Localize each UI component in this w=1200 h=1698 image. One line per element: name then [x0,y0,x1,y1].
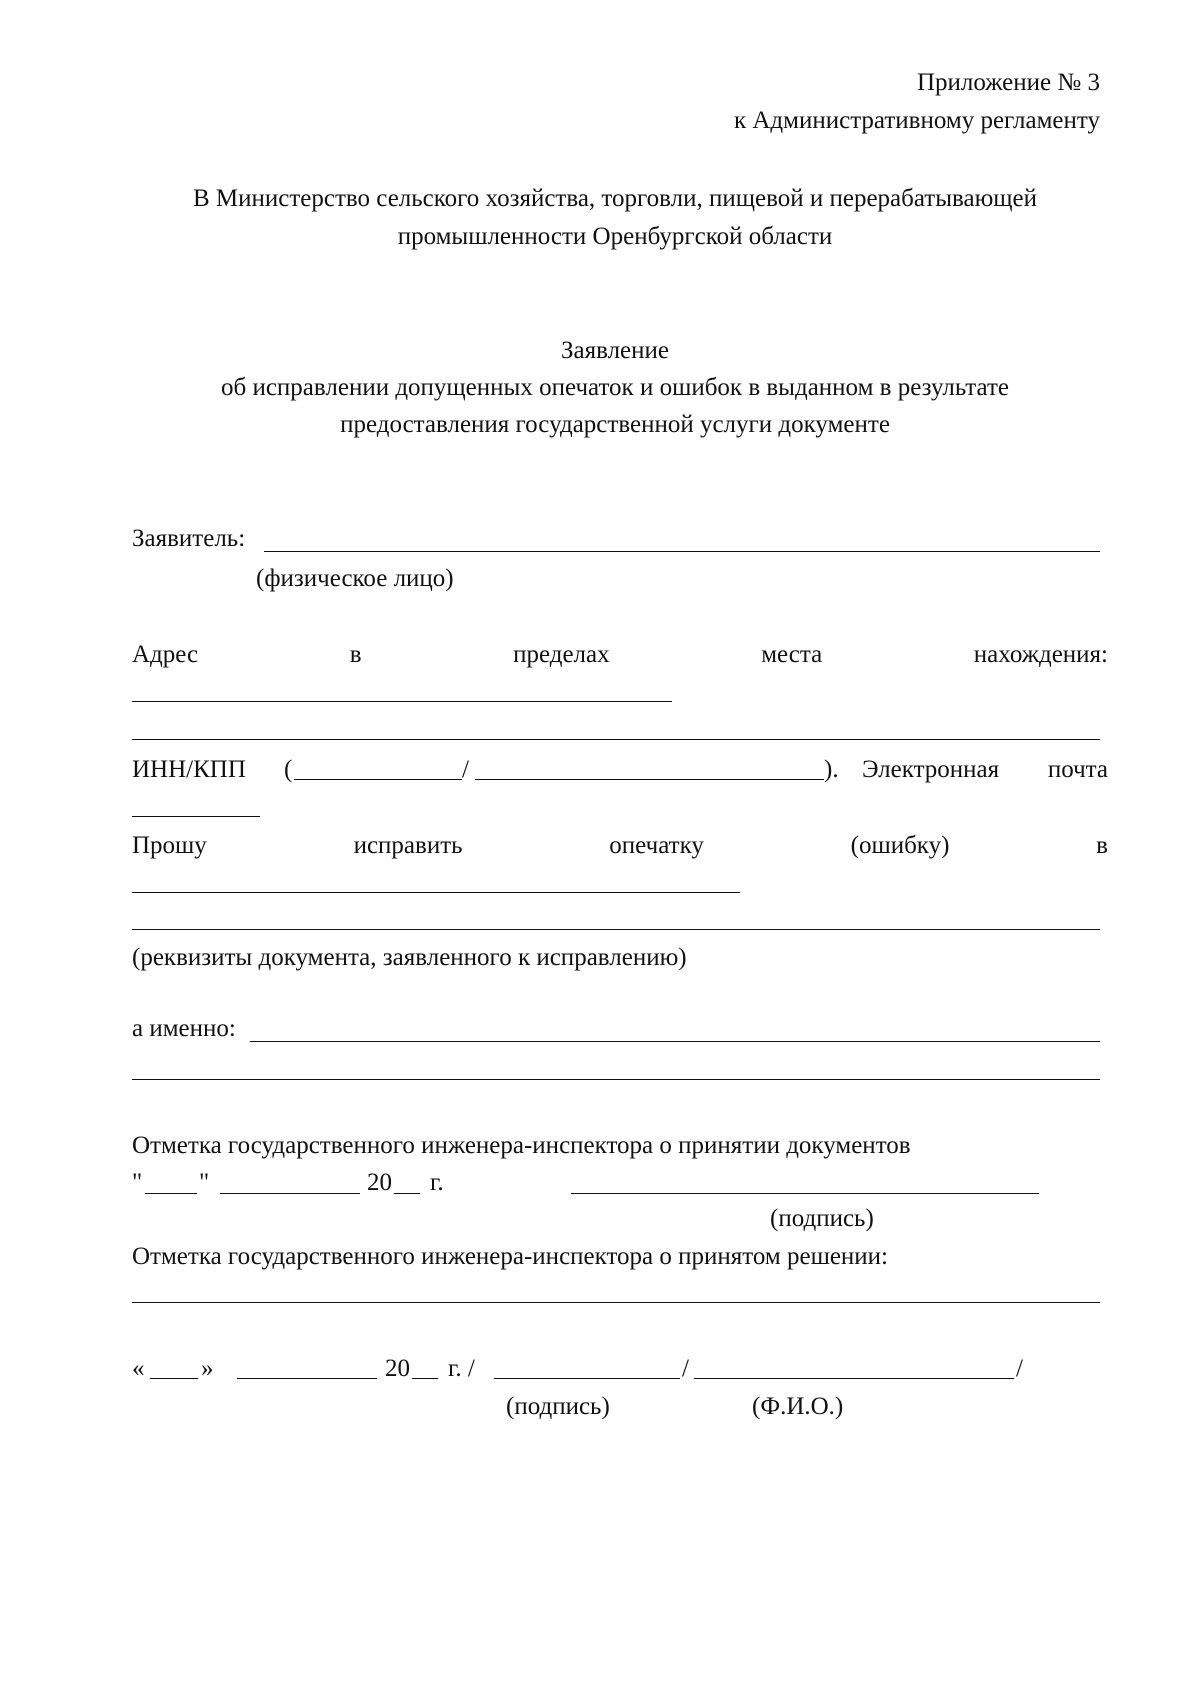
request-label-row [132,833,1108,858]
acceptance-quote-open: " [132,1169,143,1196]
decision-signature-line[interactable] [494,1378,680,1379]
document-details-line-2[interactable] [132,929,1100,930]
namely-field-line-2[interactable] [132,1079,1100,1080]
document-details-line-1[interactable] [132,892,740,893]
namely-label: а именно: [132,1015,236,1042]
inn-kpp-label: ИНН/КПП [132,756,246,783]
request-word: Прошу [132,832,207,859]
acceptance-quote-close: " [199,1169,210,1196]
appendix-number: Приложение № 3 [916,69,1100,96]
acceptance-year-line[interactable] [394,1193,420,1194]
request-word: (ошибку) [850,832,950,859]
decision-year-suffix: г. / [448,1355,475,1382]
request-word: в [1096,832,1108,859]
document-subtitle-1: об исправлении допущенных опечаток и ошибок в выданном в результате [220,374,1009,401]
address-word: пределах [513,641,610,668]
request-word: исправить [353,832,463,859]
decision-name-line[interactable] [694,1378,1014,1379]
inn-field-line[interactable] [294,779,462,780]
acceptance-day-line[interactable] [145,1193,197,1194]
decision-field-line[interactable] [132,1302,1100,1303]
address-word: Адрес [132,641,199,668]
acceptance-signature-hint: (подпись) [770,1205,874,1232]
namely-field-line-1[interactable] [250,1041,1100,1042]
email-label: Электронная [862,756,1000,783]
addressee-line-1: В Министерство сельского хозяйства, торговли, пищевой и перерабатывающей [192,185,1038,212]
decision-day-line[interactable] [150,1378,198,1379]
document-title: Заявление [560,337,670,364]
decision-label: Отметка государственного инженера-инспектора о принятом решении: [132,1243,888,1270]
decision-quote-close: » [201,1355,214,1382]
address-field-line-2[interactable] [132,739,1100,740]
email-field-line[interactable] [132,816,260,817]
applicant-hint: (физическое лицо) [256,565,454,592]
document-details-hint: (реквизиты документа, заявленного к исправлению) [132,944,687,971]
acceptance-month-line[interactable] [220,1193,360,1194]
addressee-line-2: промышленности Оренбургской области [397,223,833,250]
applicant-label: Заявитель: [132,525,246,552]
inn-open-paren: ( [284,756,293,783]
decision-month-line[interactable] [237,1378,377,1379]
inn-kpp-slash: / [462,756,469,783]
decision-signature-hint: (подпись) [506,1393,610,1420]
decision-year-line[interactable] [412,1378,438,1379]
inn-close-paren: ). [824,756,839,783]
request-word: опечатку [609,832,704,859]
appendix-reference: к Административному регламенту [733,107,1100,134]
decision-slash-end: / [1016,1355,1023,1382]
acceptance-signature-line[interactable] [571,1193,1039,1194]
decision-year-prefix: 20 [385,1355,410,1382]
address-word: в [349,641,362,668]
acceptance-year-prefix: 20 [367,1169,392,1196]
decision-slash-mid: / [682,1355,689,1382]
acceptance-label: Отметка государственного инженера-инспектора о принятии документов [132,1132,911,1159]
address-field-line-1[interactable] [132,701,672,702]
decision-quote-open: « [132,1355,145,1382]
applicant-field-line[interactable] [264,551,1100,552]
document-subtitle-2: предоставления государственной услуги документе [340,411,890,438]
email-label-word: почта [1047,756,1108,783]
address-word: места [761,641,823,668]
decision-name-hint: (Ф.И.О.) [752,1393,844,1420]
kpp-field-line[interactable] [475,779,824,780]
acceptance-year-suffix: г. [430,1169,444,1196]
address-label-row [132,642,1108,667]
address-word: нахождения: [973,641,1108,668]
